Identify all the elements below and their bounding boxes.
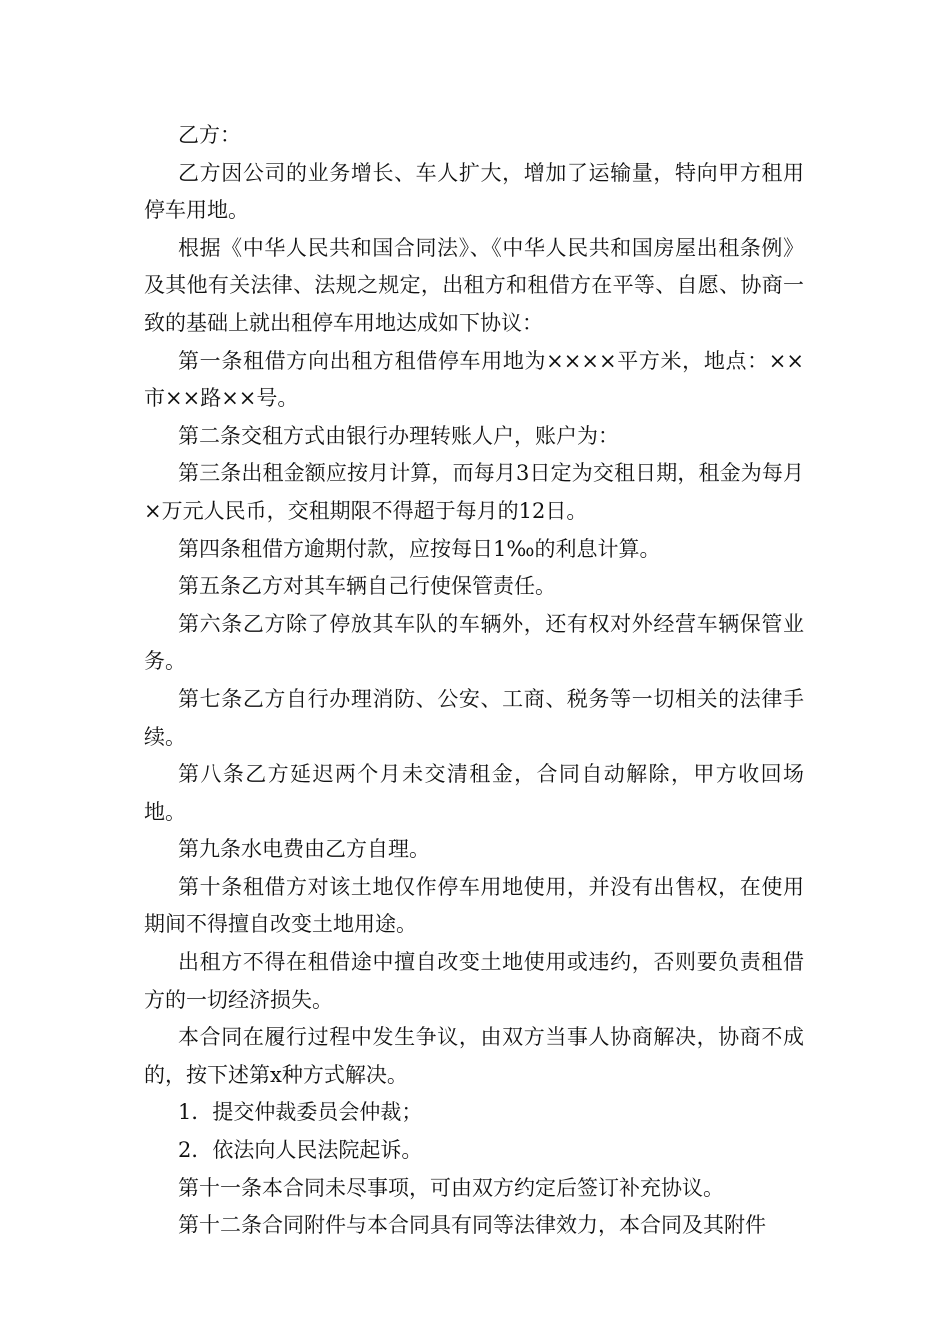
contract-body — [144, 117, 804, 1245]
party-b-label: 乙方： — [178, 123, 241, 147]
clause-4: 第四条租借方逾期付款，应按每日1‰的利息计算。 — [178, 536, 661, 561]
clause-1: 第一条租借方向出租方租借停车用地为××××平方米，地点：××市××路××号。 — [144, 348, 804, 411]
clause-9: 第九条水电费由乙方自理。 — [178, 837, 430, 862]
paragraph-lessor-obligation: 出租方不得在租借途中擅自改变土地使用或违约，否则要负责租借方的一切经济损失。 — [144, 950, 804, 1012]
clause-7: 第七条乙方自行办理消防、公安、工商、税务等一切相关的法律手续。 — [144, 686, 804, 749]
clause-11: 第十一条本合同未尽事项，可由双方约定后签订补充协议。 — [178, 1175, 724, 1200]
paragraph-legal-basis: 根据《中华人民共和国合同法》、《中华人民共和国房屋出租条例》及其他有关法律、法规之规定，出租方和租借方在平等、自愿、协商一致的基础上就出租停车用地达成如下协议： — [144, 235, 804, 335]
paragraph-dispute: 本合同在履行过程中发生争议，由双方当事人协商解决，协商不成的，按下述第x种方式解决。 — [144, 1025, 804, 1087]
clause-3: 第三条出租金额应按月计算，而每月3日定为交租日期，租金为每月×万元人民币，交租期限不得超于每月的12日。 — [144, 461, 804, 523]
clause-2: 第二条交租方式由银行办理转账人户，账户为： — [178, 423, 619, 448]
paragraph-purpose: 乙方因公司的业务增长、车人扩大，增加了运输量，特向甲方租用停车用地。 — [144, 160, 804, 223]
clause-10: 第十条租借方对该土地仅作停车用地使用，并没有出售权，在使用期间不得擅自改变土地用途。 — [144, 874, 804, 937]
dispute-option-2: 2．依法向人民法院起诉。 — [178, 1138, 423, 1163]
clause-8: 第八条乙方延迟两个月未交清租金，合同自动解除，甲方收回场地。 — [144, 762, 804, 824]
clause-5: 第五条乙方对其车辆自己行使保管责任。 — [178, 574, 556, 599]
clause-6: 第六条乙方除了停放其车队的车辆外，还有权对外经营车辆保管业务。 — [144, 611, 804, 674]
dispute-option-1: 1．提交仲裁委员会仲裁； — [178, 1100, 423, 1125]
clause-12: 第十二条合同附件与本合同具有同等法律效力，本合同及其附件 — [178, 1213, 766, 1238]
